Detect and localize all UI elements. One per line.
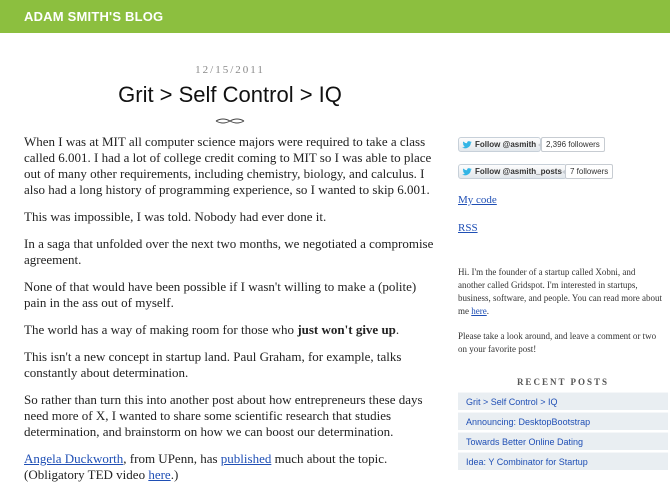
twitter-bird-icon <box>462 168 472 176</box>
follower-count-badge: 7 followers <box>565 164 613 179</box>
post-paragraph: This isn't a new concept in startup land. Paul Graham, for example, talks constantly about determination. <box>24 349 402 380</box>
about-me-link[interactable]: here <box>471 306 487 316</box>
blog-title-link[interactable]: ADAM SMITH'S BLOG <box>24 9 164 24</box>
rss-link[interactable]: RSS <box>458 222 478 234</box>
text-span: The world has a way of making room for those who <box>24 322 298 337</box>
post-paragraph: None of that would have been possible if I wasn't willing to make a (polite) pain in the ass out of myself. <box>24 279 417 310</box>
post-paragraph <box>24 451 434 483</box>
recent-post-item[interactable]: Announcing: DesktopBootstrap <box>458 412 668 430</box>
post-paragraph: In a saga that unfolded over the next two months, we negotiated a compromise agreement. <box>24 236 434 267</box>
text-span: , from UPenn, has <box>123 451 221 466</box>
ornament-divider-icon <box>215 117 245 125</box>
about-comment-text: Please take a look around, and leave a comment or two on your favorite post! <box>458 331 657 354</box>
follow-asmith-posts-button[interactable] <box>458 164 567 179</box>
recent-post-item[interactable]: Towards Better Online Dating <box>458 432 668 450</box>
post-title: Grit > Self Control > IQ <box>118 82 342 107</box>
post-paragraph <box>24 322 434 338</box>
text-span: . <box>486 306 489 316</box>
published-link[interactable]: published <box>220 451 272 466</box>
text-span: .) <box>170 467 179 482</box>
post-body <box>24 134 434 483</box>
angela-duckworth-link[interactable]: Angela Duckworth <box>24 451 124 466</box>
text-span: Hi. I'm the founder of a startup called Xobni, and another called Gridspot. I'm interested in startups, business, software, and people. You can read more about me <box>458 267 662 316</box>
post-paragraph: So rather than turn this into another post about how entrepreneurs these days need more of X, I wanted to share some scientific research that studies determination, and brainstorm on how we can boost our determination. <box>24 392 423 439</box>
follow-asmith-button[interactable] <box>458 137 541 152</box>
text-span: (Obligatory TED video <box>24 467 149 482</box>
follow-label: Follow @asmith_posts <box>475 167 562 176</box>
text-span: much about the topic. <box>271 451 388 466</box>
recent-post-item[interactable]: Grit > Self Control > IQ <box>458 392 668 410</box>
top-header-bar <box>0 0 670 33</box>
twitter-bird-icon <box>462 141 472 149</box>
ted-video-link[interactable]: here <box>148 467 171 482</box>
follower-count-badge: 2,396 followers <box>541 137 605 152</box>
recent-posts-list <box>458 392 668 472</box>
text-span: . <box>395 322 400 337</box>
recent-post-item[interactable]: Idea: Y Combinator for Startup <box>458 452 668 470</box>
my-code-link[interactable]: My code <box>458 194 497 206</box>
about-text <box>458 266 663 318</box>
post-paragraph: This was impossible, I was told. Nobody had ever done it. <box>24 209 327 224</box>
recent-posts-heading: RECENT POSTS <box>516 377 610 387</box>
emphasis-text: just won't give up <box>297 322 396 337</box>
post-paragraph: When I was at MIT all computer science majors were required to take a class called 6.001. I had a lot of college credit coming to MIT so I was able to place out of many other requirements, including chemistry, biology, and calculus. I also had a long history of programming experience, so I wanted to skip 6.001. <box>24 134 432 197</box>
post-date: 12/15/2011 <box>195 64 265 76</box>
follow-label: Follow @asmith <box>475 140 537 149</box>
